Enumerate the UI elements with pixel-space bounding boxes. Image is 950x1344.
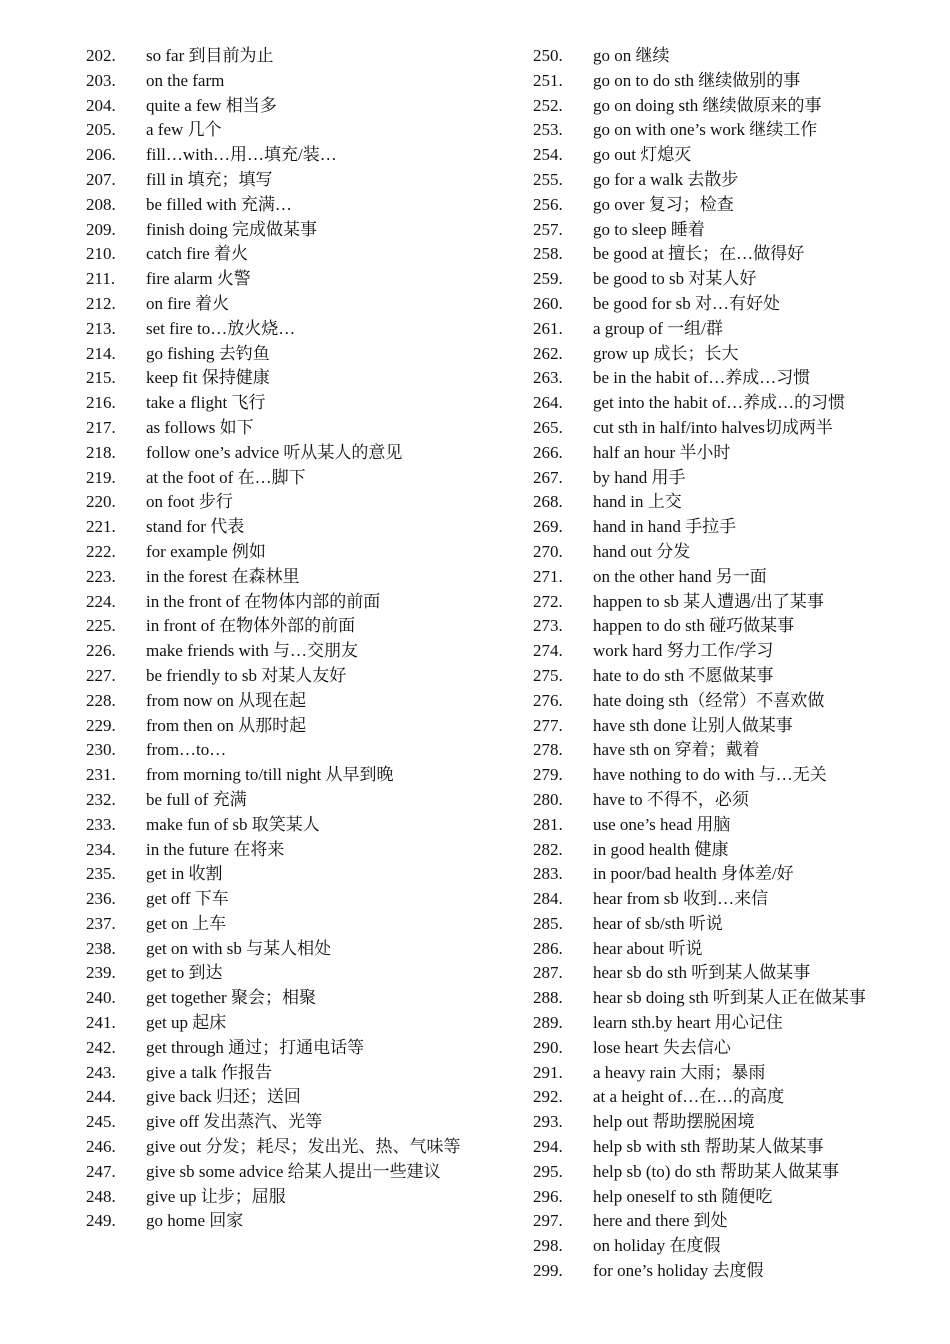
list-item (533, 986, 933, 1011)
item-text: here and there 到处 (593, 1211, 728, 1231)
item-number: 278. (533, 740, 563, 760)
item-number: 220. (86, 492, 116, 512)
list-item (86, 416, 478, 441)
item-number: 227. (86, 665, 116, 685)
list-item (86, 689, 478, 714)
item-number: 289. (533, 1013, 563, 1033)
item-text: hand in hand 手拉手 (593, 517, 737, 537)
item-text: get on with sb 与某人相处 (146, 938, 332, 958)
list-item (86, 664, 478, 689)
list-item (533, 1011, 933, 1036)
item-number: 239. (86, 963, 116, 983)
item-text: help oneself to sth 随便吃 (593, 1186, 773, 1206)
list-item (86, 838, 478, 863)
item-text: for example 例如 (146, 541, 266, 561)
item-text: get up 起床 (146, 1013, 227, 1033)
list-item (86, 639, 478, 664)
item-text: half an hour 半小时 (593, 442, 731, 462)
item-number: 296. (533, 1186, 563, 1206)
list-item (533, 813, 933, 838)
list-item (533, 515, 933, 540)
item-number: 262. (533, 343, 563, 363)
item-number: 226. (86, 641, 116, 661)
list-item (533, 218, 933, 243)
list-item (86, 342, 478, 367)
item-number: 254. (533, 145, 563, 165)
item-text: fill…with…用…填充/装… (146, 145, 337, 165)
item-text: go on with one’s work 继续工作 (593, 120, 818, 140)
item-text: learn sth.by heart 用心记住 (593, 1013, 783, 1033)
item-text: lose heart 失去信心 (593, 1037, 731, 1057)
list-item (533, 416, 933, 441)
list-item (533, 664, 933, 689)
item-text: hear of sb/sth 听说 (593, 913, 723, 933)
item-text: give off 发出蒸汽、光等 (146, 1112, 323, 1132)
item-number: 250. (533, 46, 563, 65)
list-item (533, 1036, 933, 1061)
item-text: a group of 一组/群 (593, 318, 723, 338)
list-item (86, 94, 478, 119)
item-number: 281. (533, 814, 563, 834)
item-number: 211. (86, 269, 116, 289)
item-text: on foot 步行 (146, 492, 233, 512)
item-text: help sb (to) do sth 帮助某人做某事 (593, 1161, 840, 1181)
item-text: have nothing to do with 与…无关 (593, 765, 827, 785)
list-item (86, 391, 478, 416)
item-number: 212. (86, 293, 116, 313)
item-text: hand out 分发 (593, 541, 691, 561)
item-text: in good health 健康 (593, 839, 729, 859)
list-item (86, 466, 478, 491)
item-number: 258. (533, 244, 563, 264)
item-text: have sth done 让别人做某事 (593, 715, 793, 735)
item-text: get to 到达 (146, 963, 223, 983)
item-number: 259. (533, 269, 563, 289)
list-item (86, 317, 478, 342)
item-text: from now on 从现在起 (146, 690, 307, 710)
item-text: from morning to/till night 从早到晚 (146, 765, 394, 785)
list-item (533, 118, 933, 143)
list-item (86, 44, 478, 69)
item-number: 209. (86, 219, 116, 239)
item-text: stand for 代表 (146, 517, 245, 537)
item-text: go fishing 去钓鱼 (146, 343, 270, 363)
list-item (86, 118, 478, 143)
item-text: hear from sb 收到…来信 (593, 889, 769, 909)
list-item (533, 961, 933, 986)
item-text: help sb with sth 帮助某人做某事 (593, 1137, 824, 1157)
item-text: be good for sb 对…有好处 (593, 293, 780, 313)
list-item (86, 193, 478, 218)
item-number: 215. (86, 368, 116, 388)
item-text: go over 复习；检查 (593, 194, 734, 214)
item-number: 297. (533, 1211, 563, 1231)
item-text: in poor/bad health 身体差/好 (593, 864, 794, 884)
item-text: hate doing sth（经常）不喜欢做 (593, 690, 825, 710)
item-text: hand in 上交 (593, 492, 682, 512)
left-column (86, 44, 478, 1234)
item-number: 213. (86, 318, 116, 338)
item-number: 267. (533, 467, 563, 487)
list-item (86, 937, 478, 962)
item-text: fire alarm 火警 (146, 269, 251, 289)
item-number: 247. (86, 1161, 116, 1181)
list-item (533, 862, 933, 887)
item-text: on the other hand 另一面 (593, 566, 767, 586)
item-number: 272. (533, 591, 563, 611)
item-text: in front of 在物体外部的前面 (146, 616, 356, 636)
list-item (86, 1185, 478, 1210)
list-item (533, 168, 933, 193)
item-number: 260. (533, 293, 563, 313)
list-item (86, 143, 478, 168)
item-text: be full of 充满 (146, 789, 247, 809)
list-item (533, 540, 933, 565)
item-text: hear about 听说 (593, 938, 703, 958)
item-text: grow up 成长；长大 (593, 343, 739, 363)
list-item (86, 515, 478, 540)
list-item (533, 1234, 933, 1259)
item-text: take a flight 飞行 (146, 393, 266, 413)
list-item (86, 69, 478, 94)
item-number: 283. (533, 864, 563, 884)
item-text: go for a walk 去散步 (593, 169, 739, 189)
item-number: 217. (86, 417, 116, 437)
list-item (533, 193, 933, 218)
item-number: 246. (86, 1137, 116, 1157)
item-text: go out 灯熄灭 (593, 145, 692, 165)
list-item (86, 788, 478, 813)
item-number: 207. (86, 169, 116, 189)
list-item (86, 1085, 478, 1110)
item-number: 232. (86, 789, 116, 809)
item-number: 206. (86, 145, 116, 165)
item-number: 243. (86, 1062, 116, 1082)
list-item (533, 292, 933, 317)
list-item (533, 342, 933, 367)
item-number: 230. (86, 740, 116, 760)
item-text: in the future 在将来 (146, 839, 285, 859)
list-item (86, 1209, 478, 1234)
item-text: finish doing 完成做某事 (146, 219, 317, 239)
item-number: 276. (533, 690, 563, 710)
list-item (86, 292, 478, 317)
item-text: give a talk 作报告 (146, 1062, 273, 1082)
item-number: 273. (533, 616, 563, 636)
list-item (533, 466, 933, 491)
item-text: as follows 如下 (146, 417, 254, 437)
item-text: happen to do sth 碰巧做某事 (593, 616, 795, 636)
item-text: on fire 着火 (146, 293, 230, 313)
list-item (86, 565, 478, 590)
item-text: go to sleep 睡着 (593, 219, 705, 239)
item-number: 224. (86, 591, 116, 611)
item-number: 235. (86, 864, 116, 884)
item-text: a few 几个 (146, 120, 222, 140)
item-number: 285. (533, 913, 563, 933)
item-text: be friendly to sb 对某人友好 (146, 665, 347, 685)
item-number: 287. (533, 963, 563, 983)
list-item (533, 490, 933, 515)
item-number: 268. (533, 492, 563, 512)
list-item (86, 242, 478, 267)
list-item (533, 441, 933, 466)
item-text: by hand 用手 (593, 467, 686, 487)
item-text: from then on 从那时起 (146, 715, 307, 735)
list-item (86, 168, 478, 193)
list-item (86, 763, 478, 788)
list-item (86, 1160, 478, 1185)
item-number: 266. (533, 442, 563, 462)
item-text: get in 收割 (146, 864, 223, 884)
list-item (533, 1110, 933, 1135)
list-item (533, 639, 933, 664)
list-item (533, 44, 933, 69)
item-number: 204. (86, 95, 116, 115)
item-number: 221. (86, 517, 116, 537)
item-number: 242. (86, 1037, 116, 1057)
list-item (86, 1061, 478, 1086)
list-item (533, 1185, 933, 1210)
list-item (86, 986, 478, 1011)
item-number: 237. (86, 913, 116, 933)
list-item (533, 937, 933, 962)
item-text: give out 分发；耗尽；发出光、热、气味等 (146, 1137, 461, 1157)
item-number: 218. (86, 442, 116, 462)
list-item (533, 1085, 933, 1110)
item-text: get off 下车 (146, 889, 229, 909)
item-number: 286. (533, 938, 563, 958)
list-item (86, 887, 478, 912)
item-text: go on 继续 (593, 46, 670, 65)
list-item (533, 1160, 933, 1185)
item-text: set fire to…放火烧… (146, 318, 296, 338)
list-item (86, 441, 478, 466)
list-item (533, 565, 933, 590)
list-item (533, 689, 933, 714)
item-text: be filled with 充满… (146, 194, 292, 214)
item-number: 252. (533, 95, 563, 115)
item-text: have sth on 穿着；戴着 (593, 740, 760, 760)
list-item (533, 69, 933, 94)
item-number: 263. (533, 368, 563, 388)
item-text: give sb some advice 给某人提出一些建议 (146, 1161, 441, 1181)
list-item (86, 862, 478, 887)
item-text: use one’s head 用脑 (593, 814, 731, 834)
item-number: 271. (533, 566, 563, 586)
item-text: hate to do sth 不愿做某事 (593, 665, 774, 685)
item-text: at the foot of 在…脚下 (146, 467, 306, 487)
item-text: in the forest 在森林里 (146, 566, 300, 586)
item-number: 236. (86, 889, 116, 909)
item-number: 208. (86, 194, 116, 214)
item-number: 274. (533, 641, 563, 661)
list-item (86, 366, 478, 391)
list-item (86, 714, 478, 739)
item-text: catch fire 着火 (146, 244, 248, 264)
item-text: in the front of 在物体内部的前面 (146, 591, 381, 611)
list-item (86, 218, 478, 243)
list-item (533, 590, 933, 615)
item-number: 294. (533, 1137, 563, 1157)
list-item (86, 912, 478, 937)
item-text: be in the habit of…养成…习惯 (593, 368, 811, 388)
item-text: have to 不得不，必须 (593, 789, 749, 809)
item-text: on the farm (146, 70, 225, 90)
list-item (533, 143, 933, 168)
item-number: 277. (533, 715, 563, 735)
list-item (86, 490, 478, 515)
list-item (533, 1061, 933, 1086)
list-item (533, 614, 933, 639)
item-number: 298. (533, 1236, 563, 1256)
item-number: 216. (86, 393, 116, 413)
list-item (86, 813, 478, 838)
item-number: 270. (533, 541, 563, 561)
list-item (533, 94, 933, 119)
item-number: 295. (533, 1161, 563, 1181)
item-number: 290. (533, 1037, 563, 1057)
item-text: hear sb doing sth 听到某人正在做某事 (593, 988, 866, 1008)
item-text: a heavy rain 大雨；暴雨 (593, 1062, 766, 1082)
item-number: 293. (533, 1112, 563, 1132)
right-column (533, 44, 933, 1284)
list-item (86, 1011, 478, 1036)
item-number: 225. (86, 616, 116, 636)
item-number: 265. (533, 417, 563, 437)
item-number: 255. (533, 169, 563, 189)
item-text: be good to sb 对某人好 (593, 269, 757, 289)
item-text: help out 帮助摆脱困境 (593, 1112, 755, 1132)
list-item (86, 590, 478, 615)
item-text: give back 归还；送回 (146, 1087, 301, 1107)
list-item (533, 838, 933, 863)
list-item (533, 1259, 933, 1284)
list-item (533, 267, 933, 292)
item-text: follow one’s advice 听从某人的意见 (146, 442, 403, 462)
list-item (86, 614, 478, 639)
item-number: 231. (86, 765, 116, 785)
item-number: 256. (533, 194, 563, 214)
item-number: 219. (86, 467, 116, 487)
item-number: 248. (86, 1186, 116, 1206)
item-number: 241. (86, 1013, 116, 1033)
item-number: 284. (533, 889, 563, 909)
item-number: 245. (86, 1112, 116, 1132)
item-text: go home 回家 (146, 1211, 244, 1231)
list-item (533, 317, 933, 342)
item-text: give up 让步；屈服 (146, 1186, 286, 1206)
item-text: at a height of…在…的高度 (593, 1087, 785, 1107)
list-item (533, 242, 933, 267)
item-text: work hard 努力工作/学习 (593, 641, 774, 661)
item-number: 234. (86, 839, 116, 859)
item-text: from…to… (146, 740, 227, 760)
item-number: 222. (86, 541, 116, 561)
list-item (533, 887, 933, 912)
item-number: 223. (86, 566, 116, 586)
list-item (533, 391, 933, 416)
item-number: 210. (86, 244, 116, 264)
list-item (86, 738, 478, 763)
item-number: 244. (86, 1087, 116, 1107)
item-text: on holiday 在度假 (593, 1236, 721, 1256)
item-number: 240. (86, 988, 116, 1008)
item-number: 275. (533, 665, 563, 685)
list-item (86, 1110, 478, 1135)
item-number: 214. (86, 343, 116, 363)
list-item (533, 788, 933, 813)
item-number: 202. (86, 46, 116, 65)
item-number: 261. (533, 318, 563, 338)
list-item (533, 714, 933, 739)
item-text: go on to do sth 继续做别的事 (593, 70, 801, 90)
item-text: keep fit 保持健康 (146, 368, 270, 388)
item-text: cut sth in half/into halves切成两半 (593, 417, 833, 437)
item-text: get through 通过；打通电话等 (146, 1037, 365, 1057)
list-item (533, 1135, 933, 1160)
item-number: 249. (86, 1211, 116, 1231)
list-item (86, 540, 478, 565)
list-item (533, 763, 933, 788)
item-number: 299. (533, 1261, 563, 1281)
item-number: 280. (533, 789, 563, 809)
item-number: 257. (533, 219, 563, 239)
item-text: make friends with 与…交朋友 (146, 641, 358, 661)
item-number: 291. (533, 1062, 563, 1082)
list-item (533, 738, 933, 763)
item-number: 251. (533, 70, 563, 90)
item-text: go on doing sth 继续做原来的事 (593, 95, 822, 115)
list-item (86, 1036, 478, 1061)
item-number: 233. (86, 814, 116, 834)
item-number: 205. (86, 120, 116, 140)
item-text: hear sb do sth 听到某人做某事 (593, 963, 811, 983)
item-text: for one’s holiday 去度假 (593, 1261, 764, 1281)
list-item (533, 1209, 933, 1234)
item-text: get on 上车 (146, 913, 227, 933)
item-number: 203. (86, 70, 116, 90)
item-text: get into the habit of…养成…的习惯 (593, 393, 846, 413)
item-number: 264. (533, 393, 563, 413)
list-item (86, 267, 478, 292)
item-number: 292. (533, 1087, 563, 1107)
list-item (533, 912, 933, 937)
item-number: 282. (533, 839, 563, 859)
item-text: be good at 擅长；在…做得好 (593, 244, 805, 264)
item-text: quite a few 相当多 (146, 95, 277, 115)
item-text: happen to sb 某人遭遇/出了某事 (593, 591, 824, 611)
item-number: 269. (533, 517, 563, 537)
list-item (86, 961, 478, 986)
item-number: 253. (533, 120, 563, 140)
item-number: 279. (533, 765, 563, 785)
item-text: fill in 填充；填写 (146, 169, 273, 189)
item-number: 229. (86, 715, 116, 735)
list-item (533, 366, 933, 391)
item-number: 238. (86, 938, 116, 958)
item-text: make fun of sb 取笑某人 (146, 814, 320, 834)
item-number: 288. (533, 988, 563, 1008)
item-text: get together 聚会；相聚 (146, 988, 316, 1008)
list-item (86, 1135, 478, 1160)
item-text: so far 到目前为止 (146, 46, 274, 65)
item-number: 228. (86, 690, 116, 710)
